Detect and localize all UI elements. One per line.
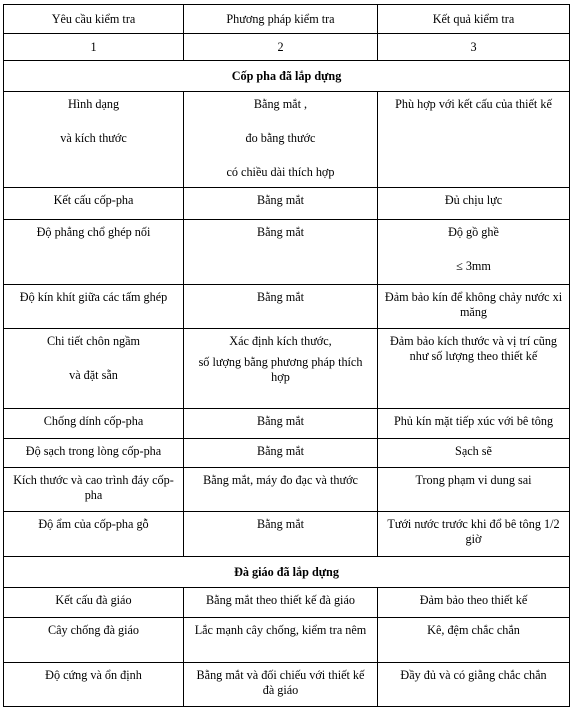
table-row-embedded — [4, 329, 570, 409]
method-cell: Bằng mắt — [184, 285, 378, 329]
section-title-formwork: Cốp pha đã lắp dựng — [4, 61, 570, 92]
method-cell: Bằng mắt — [184, 439, 378, 468]
method-cell: Lắc mạnh cây chống, kiểm tra nêm — [184, 618, 378, 663]
result-cell: Tưới nước trước khi đổ bê tông 1/2 giờ — [378, 512, 570, 557]
result-cell — [378, 220, 570, 285]
result-cell: Phù hợp với kết cấu của thiết kế — [378, 92, 570, 188]
result-cell: Phủ kín mặt tiếp xúc với bê tông — [378, 409, 570, 439]
inspection-table — [3, 4, 570, 707]
requirement-line: và kích thước — [60, 131, 127, 145]
column-number-1: 1 — [4, 34, 184, 61]
requirement-cell: Cây chống đà giáo — [4, 618, 184, 663]
column-number-row — [4, 34, 570, 61]
method-line: số lượng bằng phương pháp thích hợp — [198, 355, 363, 384]
result-cell: Đảm bảo theo thiết kế — [378, 588, 570, 618]
requirement-line: Hình dạng — [67, 97, 120, 111]
table-row-bottom — [4, 468, 570, 512]
requirement-cell: Chống dính cốp-pha — [4, 409, 184, 439]
table-row-flatness — [4, 220, 570, 285]
table-row-shape — [4, 92, 570, 188]
method-cell: Bằng mắt, máy đo đạc và thước — [184, 468, 378, 512]
method-cell — [184, 92, 378, 188]
requirement-cell: Độ ẩm của cốp-pha gỗ — [4, 512, 184, 557]
header-method: Phương pháp kiểm tra — [184, 5, 378, 34]
table-row-tightness — [4, 285, 570, 329]
requirement-cell — [4, 92, 184, 188]
result-cell: Trong phạm vi dung sai — [378, 468, 570, 512]
section-title-scaffold: Đà giáo đã lắp dựng — [4, 557, 570, 588]
table-row-antistick — [4, 409, 570, 439]
table-row-structure — [4, 188, 570, 220]
requirement-cell: Kết cấu cốp-pha — [4, 188, 184, 220]
method-cell: Bằng mắt — [184, 188, 378, 220]
result-cell: Đảm bảo kín để không chảy nước xi măng — [378, 285, 570, 329]
header-requirement: Yêu cầu kiểm tra — [4, 5, 184, 34]
column-number-2: 2 — [184, 34, 378, 61]
result-cell: Kê, đệm chắc chắn — [378, 618, 570, 663]
table-row-moisture — [4, 512, 570, 557]
result-line: Độ gồ ghề — [448, 225, 499, 239]
method-cell: Bằng mắt — [184, 220, 378, 285]
method-cell: Bằng mắt theo thiết kế đà giáo — [184, 588, 378, 618]
method-cell: Bằng mắt — [184, 512, 378, 557]
header-result: Kết quả kiểm tra — [378, 5, 570, 34]
requirement-cell: Độ phẳng chổ ghép nối — [4, 220, 184, 285]
column-number-3: 3 — [378, 34, 570, 61]
result-line: ≤ 3mm — [456, 259, 491, 273]
table-row-props — [4, 618, 570, 663]
method-line: Bằng mắt , — [253, 97, 308, 111]
method-line: Xác định kích thước, — [229, 334, 332, 348]
requirement-cell: Độ kín khít giữa các tấm ghép — [4, 285, 184, 329]
requirement-cell — [4, 329, 184, 409]
requirement-cell: Độ cứng và ổn định — [4, 663, 184, 707]
requirement-line: Chi tiết chôn ngầm — [46, 334, 141, 348]
result-cell: Sạch sẽ — [378, 439, 570, 468]
requirement-line: và đặt sẵn — [69, 368, 118, 382]
table-row-stiffness — [4, 663, 570, 707]
result-cell: Đầy đủ và có giằng chắc chắn — [378, 663, 570, 707]
table-row-clean — [4, 439, 570, 468]
requirement-cell: Kết cấu đà giáo — [4, 588, 184, 618]
section-row-scaffold — [4, 557, 570, 588]
method-cell — [184, 329, 378, 409]
result-cell: Đủ chịu lực — [378, 188, 570, 220]
table-row-scaffold-structure — [4, 588, 570, 618]
requirement-cell: Kích thước và cao trình đáy cốp-pha — [4, 468, 184, 512]
header-row — [4, 5, 570, 34]
method-line: đo bằng thước — [245, 131, 316, 145]
method-cell: Bằng mắt — [184, 409, 378, 439]
section-row-formwork — [4, 61, 570, 92]
result-cell: Đảm bảo kích thước và vị trí cũng như số lượng theo thiết kế — [378, 329, 570, 409]
method-line: có chiều dài thích hợp — [226, 165, 335, 179]
method-cell: Bằng mắt và đối chiếu với thiết kế đà giáo — [184, 663, 378, 707]
requirement-cell: Độ sạch trong lòng cốp-pha — [4, 439, 184, 468]
